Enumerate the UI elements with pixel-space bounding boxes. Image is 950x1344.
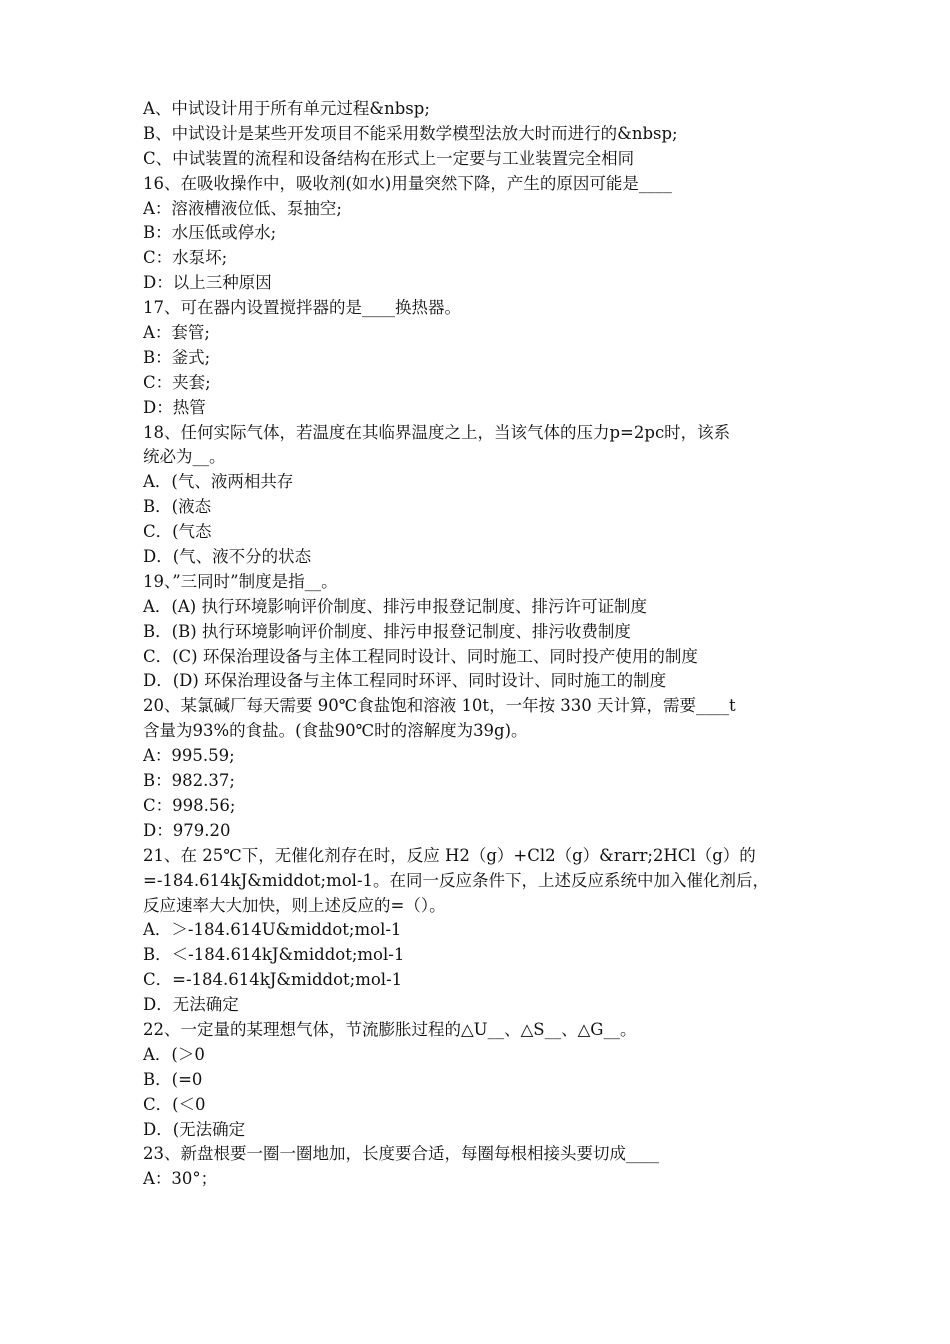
option-line: A：溶液槽液位低、泵抽空; [143,198,342,218]
option-line: C．=-184.614kJ&middot;mol-1 [143,970,403,990]
option-line: B．(=0 [143,1069,203,1089]
text-line: A、中试设计用于所有单元过程&nbsp; [143,99,430,118]
option-line: A：30°； [143,1169,218,1189]
option-line: D．(气、液不分的状态 [143,547,312,567]
option-line: D：以上三种原因 [143,273,272,293]
question-18-cont: 统必为__。 [143,447,226,467]
option-line: B：982.37; [143,771,235,791]
option-line: A．(A) 执行环境影响评价制度、排污申报登记制度、排污许可证制度 [143,596,647,616]
option-line: D．无法确定 [143,995,239,1015]
option-line: B．(B) 执行环境影响评价制度、排污申报登记制度、排污收费制度 [143,621,631,641]
text-line: B、中试设计是某些开发项目不能采用数学模型法放大时而进行的&nbsp; [143,123,678,143]
option-line: A．＞-184.614U&middot;mol-1 [143,920,402,940]
question-22: 22、一定量的某理想气体，节流膨胀过程的△U__、△S__、△G__。 [143,1019,637,1039]
question-21: 21、在 25℃下，无催化剂存在时，反应 H2（g）+Cl2（g）&rarr;2HCl（g）的 [143,845,756,865]
option-line: D．(D) 环保治理设备与主体工程同时环评、同时设计、同时施工的制度 [143,671,667,691]
option-line: A：995.59; [143,746,235,766]
option-line: A：套管; [143,323,210,343]
question-20-cont: 含量为93%的食盐。(食盐90℃时的溶解度为39g)。 [143,721,528,741]
question-23: 23、新盘根要一圈一圈地加，长度要合适，每圈每根相接头要切成____ [143,1144,659,1164]
option-line: A．(＞0 [143,1044,205,1064]
question-19: 19、”三同时”制度是指__。 [143,571,338,591]
option-line: B：水压低或停水; [143,223,277,243]
option-line: B：釜式; [143,347,211,367]
question-21-cont: =-184.614kJ&middot;mol-1。在同一反应条件下，上述反应系统中加入催化剂后， [143,870,770,890]
option-line: C．(气态 [143,522,212,542]
document-body [143,97,813,1192]
text-line: C、中试装置的流程和设备结构在形式上一定要与工业装置完全相同 [143,148,635,168]
question-18: 18、任何实际气体，若温度在其临界温度之上，当该气体的压力p=2pc时，该系 [143,422,731,442]
option-line: D：热管 [143,397,206,417]
option-line: B．＜-184.614kJ&middot;mol-1 [143,945,405,965]
question-21-cont: 反应速率大大加快，则上述反应的=（）。 [143,895,446,915]
option-line: C．(C) 环保治理设备与主体工程同时设计、同时施工、同时投产使用的制度 [143,646,698,666]
option-line: C：夹套; [143,372,211,392]
question-16: 16、在吸收操作中，吸收剂(如水)用量突然下降，产生的原因可能是____ [143,173,672,193]
option-line: C．(＜0 [143,1094,206,1114]
question-20: 20、某氯碱厂每天需要 90℃食盐饱和溶液 10t，一年按 330 天计算，需要____t [143,696,736,716]
option-line: D．(无法确定 [143,1119,246,1139]
option-line: B．(液态 [143,497,212,517]
option-line: C：水泵坏; [143,248,228,268]
option-line: D：979.20 [143,820,231,840]
option-line: C：998.56; [143,795,236,815]
option-line: A．(气、液两相共存 [143,472,294,492]
question-17: 17、可在器内设置搅拌器的是____换热器。 [143,298,461,318]
